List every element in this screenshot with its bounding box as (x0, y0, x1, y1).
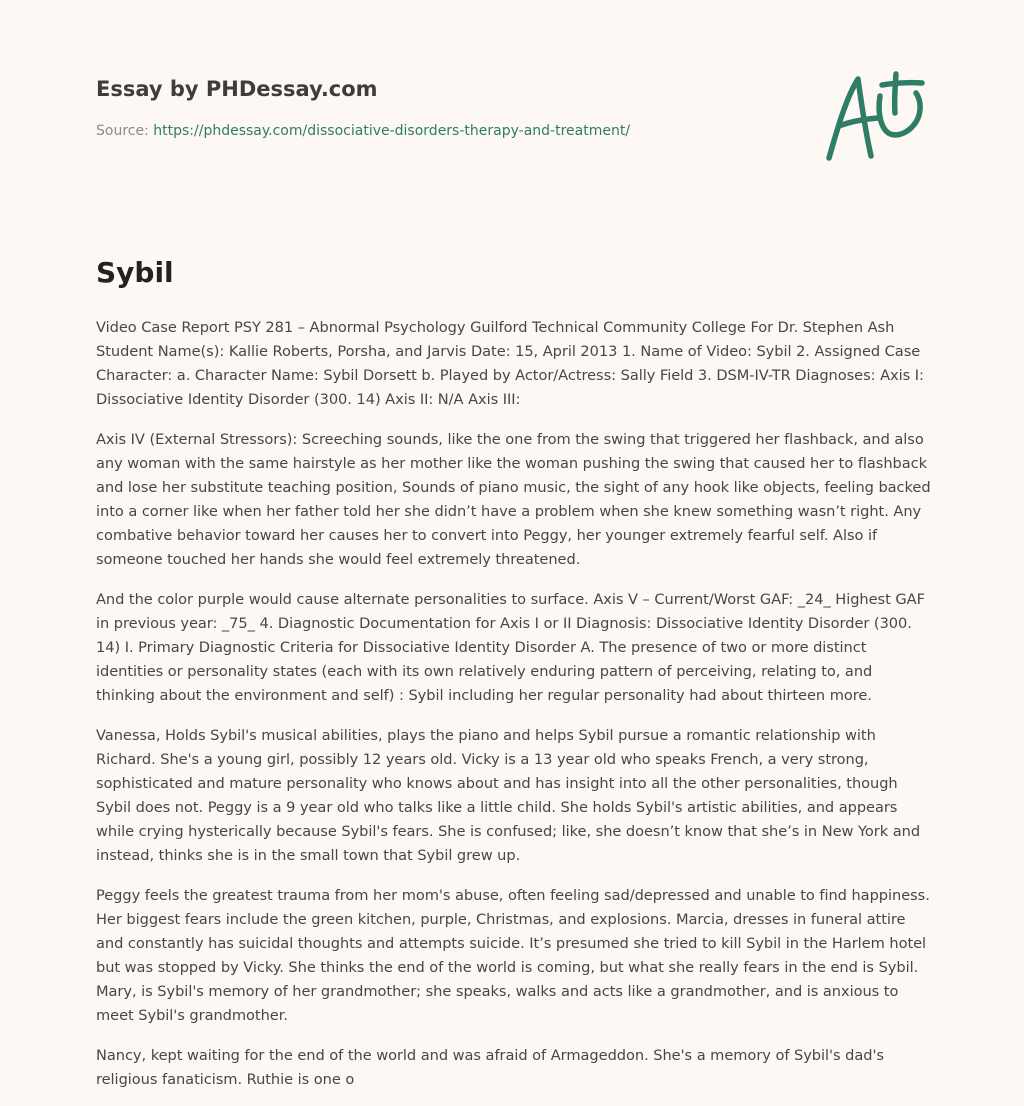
site-header (96, 75, 796, 141)
article-paragraph: Peggy feels the greatest trauma from her mom's abuse, often feeling sad/depressed and unable to find happiness. Her biggest fears include the green kitchen, purple, Christmas, and explosions. Marcia, dresses in funeral attire and constantly has suicidal thoughts and attempts suicide. It’s presumed she tried to kill Sybil in the Harlem hotel but was stopped by Vicky. She thinks the end of the world is coming, but what she really fears in the end is Sybil. Mary, is Sybil's memory of her grandmother; she speaks, walks and acts like a grandmother, and is anxious to meet Sybil's grandmother. (96, 887, 930, 1024)
article-paragraph: And the color purple would cause alternate personalities to surface. Axis V – Current/Worst GAF: _24_ Highest GAF in previous year: _75_ 4. Diagnostic Documentation for Axis I or II Diagnosis: Dissociative Identity Disorder (300. 14) I. Primary Diagnostic Criteria for Dissociative Identity Disorder A. The presence of two or more distinct identities or personality states (each with its own relatively enduring pattern of perceiving, relating to, and thinking about the environment and self) : Sybil including her regular personality had about thirteen more. (96, 591, 925, 704)
source-link[interactable]: https://phdessay.com/dissociative-disorders-therapy-and-treatment/ (153, 123, 631, 139)
article (96, 253, 932, 1092)
article-paragraph: Axis IV (External Stressors): Screeching sounds, like the one from the swing that triggered her flashback, and also any woman with the same hairstyle as her mother like the woman pushing the swing that caused her to flashback and lose her substitute teaching position, Sounds of piano music, the sight of any hook like objects, feeling backed into a corner like when her father told her she didn’t have a problem when she knew something wasn’t right. Any combative behavior toward her causes her to convert into Peggy, her younger extremely fearful self. Also if someone touched her hands she would feel extremely threatened. (96, 431, 931, 568)
article-paragraph: Vanessa, Holds Sybil's musical abilities, plays the piano and helps Sybil pursue a romantic relationship with Richard. She's a young girl, possibly 12 years old. Vicky is a 13 year old who speaks French, a very strong, sophisticated and mature personality who knows about and has insight into all the other personalities, though Sybil does not. Peggy is a 9 year old who talks like a little child. She holds Sybil's artistic abilities, and appears while crying hysterically because Sybil's fears. She is confused; like, she doesn’t know that she’s in New York and instead, thinks she is in the small town that Sybil grew up. (96, 727, 921, 864)
site-title: Essay by PHDessay.com (96, 77, 378, 101)
article-paragraph: Video Case Report PSY 281 – Abnormal Psychology Guilford Technical Community College For Dr. Stephen Ash Student Name(s): Kallie Roberts, Porsha, and Jarvis Date: 15, April 2013 1. Name of Video: Sybil 2. Assigned Case Character: a. Character Name: Sybil Dorsett b. Played by Actor/Actress: Sally Field 3. DSM-IV-TR Diagnoses: Axis I: Dissociative Identity Disorder (300. 14) Axis II: N/A Axis III: (96, 319, 924, 408)
source-line (96, 121, 796, 141)
a-plus-logo (822, 68, 926, 164)
source-label: Source: (96, 123, 149, 139)
article-title: Sybil (96, 256, 174, 289)
article-paragraph: Nancy, kept waiting for the end of the world and was afraid of Armageddon. She's a memory of Sybil's dad's religious fanaticism. Ruthie is one o (96, 1047, 884, 1088)
a-plus-logo-icon (822, 68, 926, 164)
